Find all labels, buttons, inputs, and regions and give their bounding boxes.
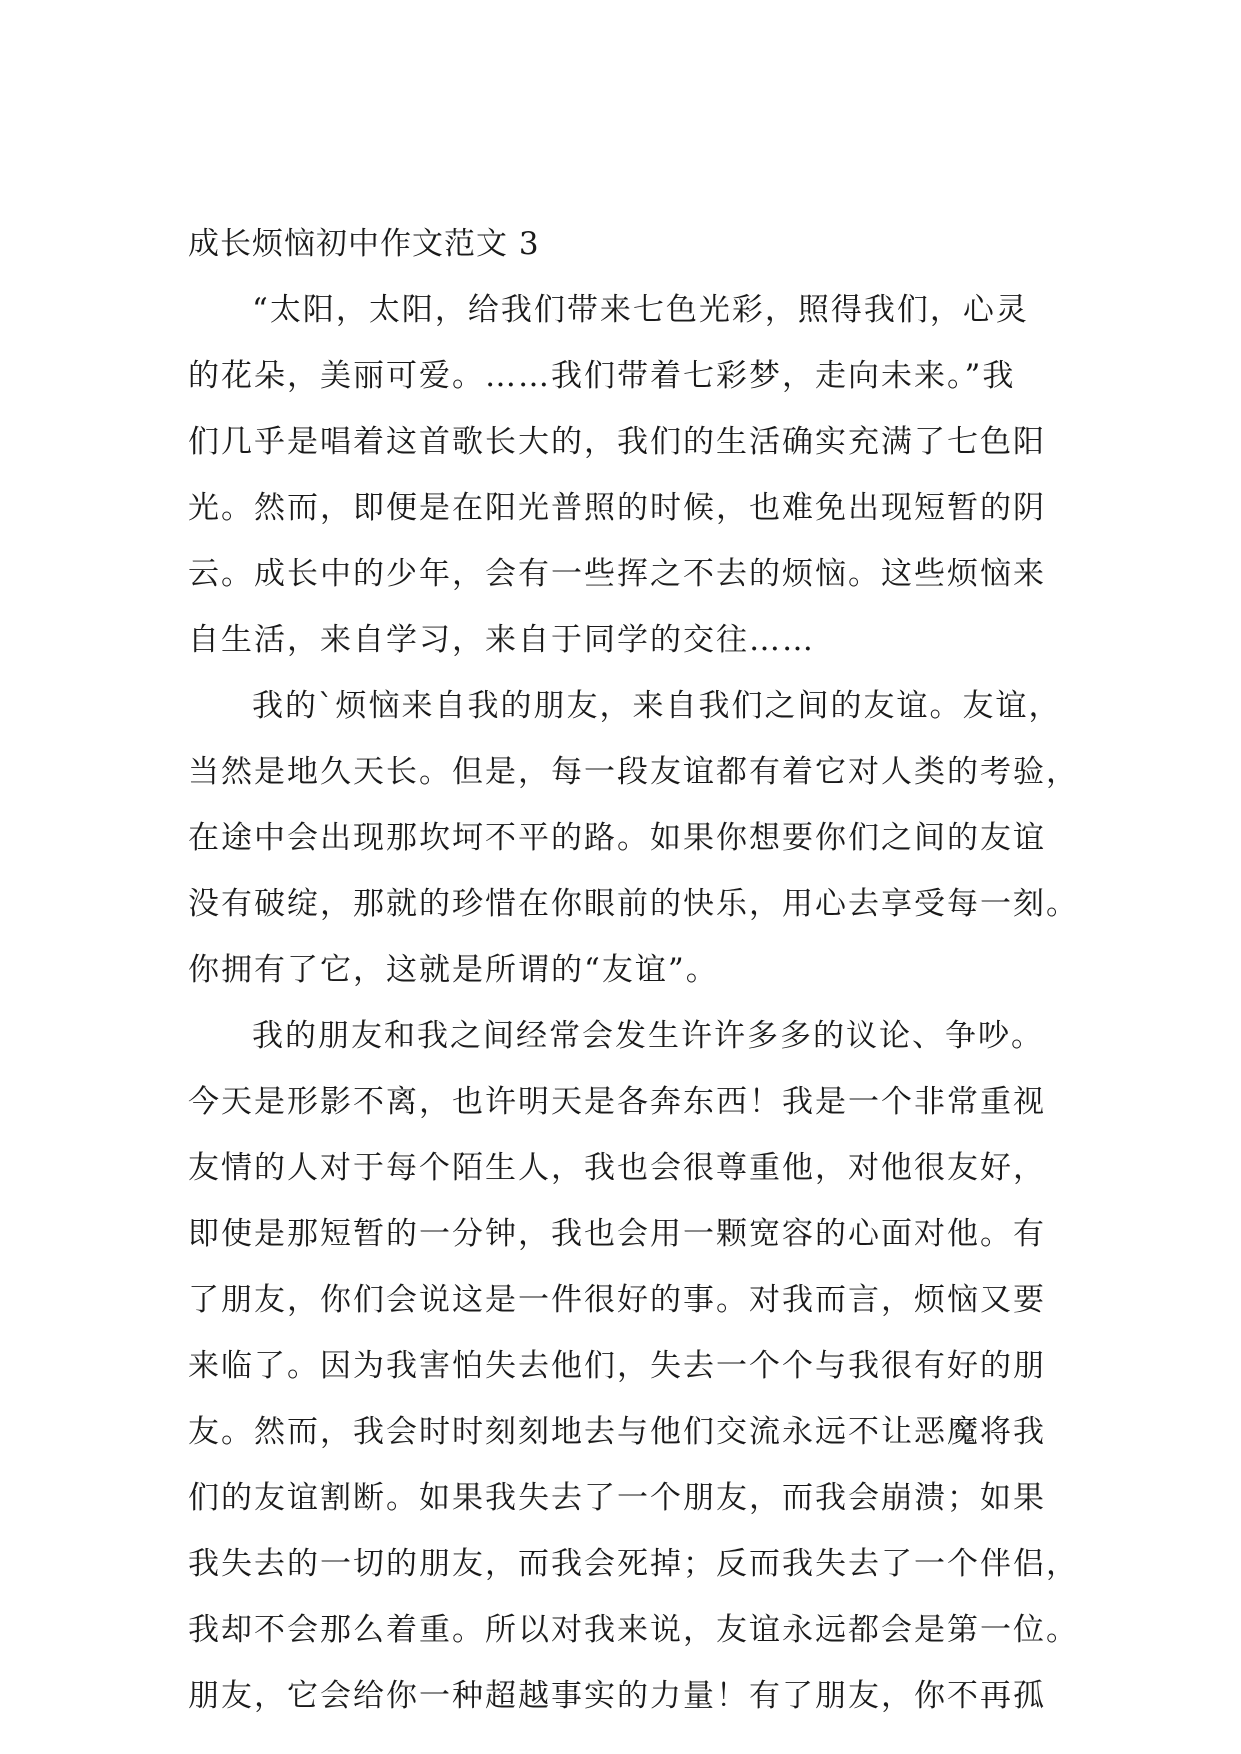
body-line: “太阳，太阳，给我们带来七色光彩，照得我们，心灵 xyxy=(252,292,1029,328)
body-line: 自生活，来自学习，来自于同学的交往…… xyxy=(188,622,815,658)
body-line: 我的`烦恼来自我的朋友，来自我们之间的友谊。友谊， xyxy=(252,688,1062,724)
body-line: 了朋友，你们会说这是一件很好的事。对我而言，烦恼又要 xyxy=(188,1282,1046,1318)
body-line: 们几乎是唱着这首歌长大的，我们的生活确实充满了七色阳 xyxy=(188,424,1046,460)
body-line: 即使是那短暂的一分钟，我也会用一颗宽容的心面对他。有 xyxy=(188,1216,1046,1252)
body-line: 友情的人对于每个陌生人，我也会很尊重他，对他很友好， xyxy=(188,1150,1046,1186)
body-line: 朋友，它会给你一种超越事实的力量！有了朋友，你不再孤 xyxy=(188,1678,1046,1714)
body-line: 没有破绽，那就的珍惜在你眼前的快乐，用心去享受每一刻。 xyxy=(188,886,1079,922)
body-line: 们的友谊割断。如果我失去了一个朋友，而我会崩溃；如果 xyxy=(188,1480,1046,1516)
body-line: 友。然而，我会时时刻刻地去与他们交流永远不让恶魔将我 xyxy=(188,1414,1046,1450)
body-line: 我失去的一切的朋友，而我会死掉；反而我失去了一个伴侣， xyxy=(188,1546,1079,1582)
body-line: 当然是地久天长。但是，每一段友谊都有着它对人类的考验， xyxy=(188,754,1079,790)
body-line: 今天是形影不离，也许明天是各奔东西！我是一个非常重视 xyxy=(188,1084,1046,1120)
document-title: 成长烦恼初中作文范文 3 xyxy=(188,226,540,262)
body-line: 来临了。因为我害怕失去他们，失去一个个与我很有好的朋 xyxy=(188,1348,1046,1384)
body-line: 你拥有了它，这就是所谓的“友谊”。 xyxy=(188,952,719,988)
body-line: 的花朵，美丽可爱。……我们带着七彩梦，走向未来。”我 xyxy=(188,358,1016,394)
body-line: 我却不会那么着重。所以对我来说，友谊永远都会是第一位。 xyxy=(188,1612,1079,1648)
body-line: 云。成长中的少年，会有一些挥之不去的烦恼。这些烦恼来 xyxy=(188,556,1046,592)
body-line: 在途中会出现那坎坷不平的路。如果你想要你们之间的友谊 xyxy=(188,820,1046,856)
body-line: 我的朋友和我之间经常会发生许许多多的议论、争吵。 xyxy=(252,1018,1044,1054)
body-line: 光。然而，即便是在阳光普照的时候，也难免出现短暂的阴 xyxy=(188,490,1046,526)
